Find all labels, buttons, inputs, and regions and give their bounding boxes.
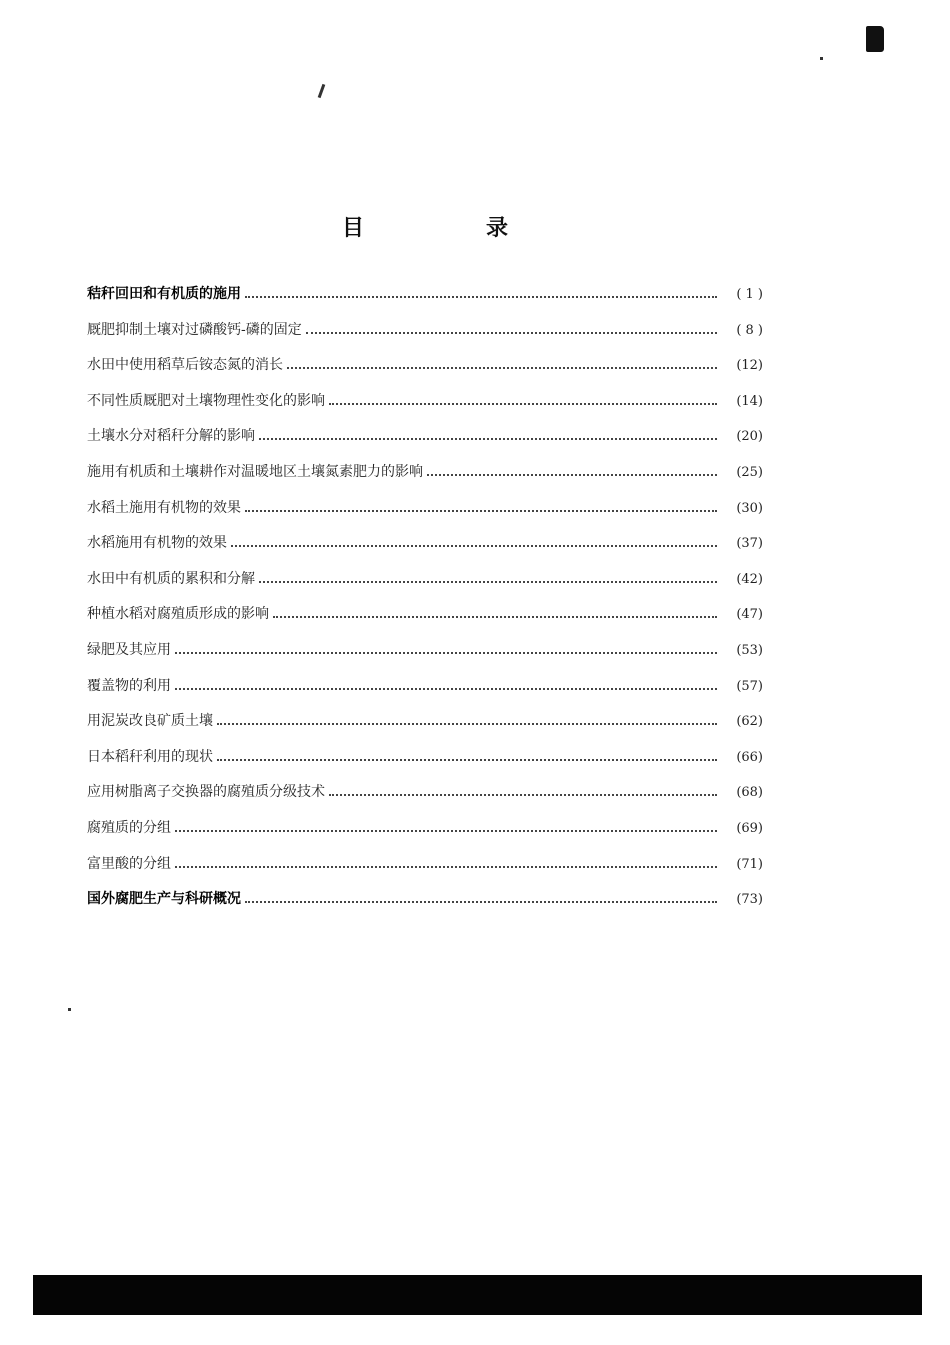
- ink-speck: [68, 1008, 71, 1011]
- toc-entry: [87, 320, 763, 356]
- toc-dot-leader: [217, 758, 717, 761]
- toc-entry-title: 种植水稻对腐殖质形成的影响: [87, 606, 269, 623]
- table-of-contents: [87, 284, 763, 925]
- page-title: 目 录: [341, 215, 558, 241]
- toc-entry: [87, 854, 763, 890]
- toc-entry: [87, 462, 763, 498]
- toc-entry-page: (14): [736, 393, 763, 409]
- toc-entry: [87, 676, 763, 712]
- toc-entry: [87, 640, 763, 676]
- toc-entry-page: (57): [736, 678, 763, 694]
- toc-entry-page: (12): [736, 358, 763, 374]
- toc-entry-title: 富里酸的分组: [87, 855, 171, 872]
- toc-entry: [87, 604, 763, 640]
- toc-entry-page: (30): [736, 500, 763, 516]
- toc-entry-title: 土壤水分对稻秆分解的影响: [87, 428, 255, 445]
- toc-entry: [87, 284, 763, 320]
- toc-entry: [87, 498, 763, 534]
- toc-entry-title: 秸秆回田和有机质的施用: [87, 286, 241, 302]
- toc-entry-title: 国外腐肥生产与科研概况: [87, 891, 241, 908]
- toc-dot-leader: [259, 580, 717, 583]
- toc-dot-leader: [329, 793, 717, 796]
- toc-entry-page: (47): [736, 607, 763, 623]
- toc-entry: [87, 889, 763, 925]
- toc-dot-leader: [217, 722, 717, 725]
- toc-entry: [87, 747, 763, 783]
- toc-entry-title: 水稻土施用有机物的效果: [87, 499, 241, 516]
- toc-entry: [87, 711, 763, 747]
- toc-entry: [87, 355, 763, 391]
- toc-entry-title: 水田中有机质的累积和分解: [87, 570, 255, 587]
- toc-entry-page: (53): [736, 642, 763, 658]
- toc-entry-page: (25): [736, 464, 763, 480]
- toc-entry: [87, 569, 763, 605]
- toc-entry-title: 日本稻秆利用的现状: [87, 748, 213, 765]
- toc-entry-page: ( 1 ): [736, 287, 763, 302]
- toc-dot-leader: [175, 687, 717, 690]
- toc-entry: [87, 533, 763, 569]
- toc-entry-title: 绿肥及其应用: [87, 641, 171, 658]
- toc-entry: [87, 426, 763, 462]
- toc-entry-page: (73): [736, 892, 763, 908]
- toc-entry-title: 腐殖质的分组: [87, 819, 171, 836]
- toc-entry-page: (66): [736, 749, 763, 765]
- toc-dot-leader: [175, 865, 717, 868]
- toc-entry-title: 水稻施用有机物的效果: [87, 535, 227, 552]
- toc-dot-leader: [427, 473, 717, 476]
- toc-dot-leader: [273, 615, 717, 618]
- scan-bottom-bar: [33, 1275, 922, 1315]
- toc-dot-leader: [175, 829, 717, 832]
- toc-dot-leader: [306, 331, 717, 334]
- toc-dot-leader: [245, 295, 717, 298]
- toc-dot-leader: [259, 437, 717, 440]
- toc-entry-title: 水田中使用稻草后铵态氮的消长: [87, 357, 283, 374]
- toc-entry-page: (62): [736, 714, 763, 730]
- toc-dot-leader: [329, 402, 717, 405]
- toc-dot-leader: [175, 651, 717, 654]
- page-corner-mark: [866, 26, 884, 52]
- toc-entry-page: (42): [736, 571, 763, 587]
- toc-dot-leader: [245, 900, 717, 903]
- toc-entry-title: 覆盖物的利用: [87, 677, 171, 694]
- ink-speck: [318, 84, 326, 98]
- toc-entry-title: 不同性质厩肥对土壤物理性变化的影响: [87, 392, 325, 409]
- toc-entry-page: ( 8 ): [736, 322, 763, 338]
- ink-speck: [820, 57, 823, 60]
- toc-entry: [87, 782, 763, 818]
- toc-entry-page: (68): [736, 785, 763, 801]
- toc-dot-leader: [287, 366, 717, 369]
- toc-entry-page: (71): [736, 856, 763, 872]
- toc-dot-leader: [231, 544, 717, 547]
- toc-entry-title: 应用树脂离子交换器的腐殖质分级技术: [87, 784, 325, 801]
- toc-entry-page: (20): [736, 429, 763, 445]
- toc-entry-page: (37): [736, 536, 763, 552]
- toc-entry-title: 用泥炭改良矿质土壤: [87, 713, 213, 730]
- toc-entry-title: 厩肥抑制土壤对过磷酸钙-磷的固定: [87, 321, 302, 338]
- toc-entry: [87, 391, 763, 427]
- toc-entry-title: 施用有机质和土壤耕作对温暖地区土壤氮素肥力的影响: [87, 463, 423, 480]
- toc-dot-leader: [245, 509, 717, 512]
- toc-entry-page: (69): [736, 820, 763, 836]
- toc-entry: [87, 818, 763, 854]
